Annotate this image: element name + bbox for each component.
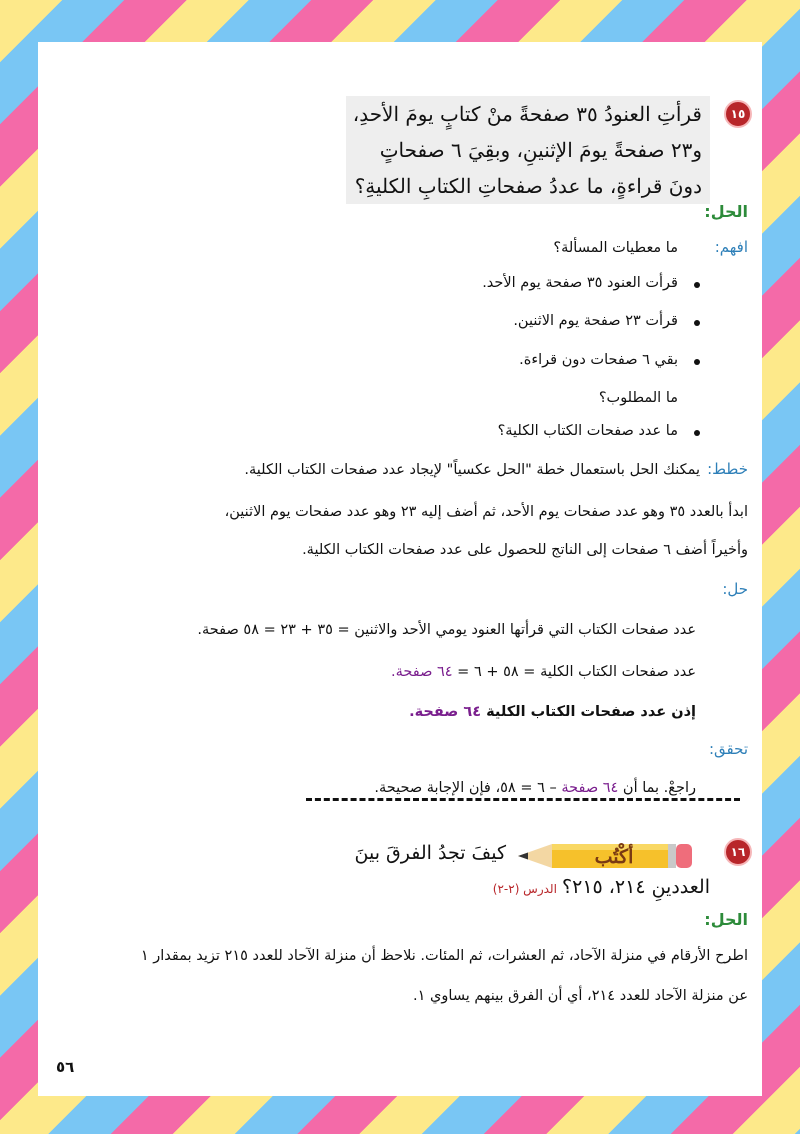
question-16-answer-line-1: اطرح الأرقام في منزلة الآحاد، ثم العشرات، ثم المئات. نلاحظ أن منزلة الآحاد للعدد ٢١٥ تزيد بمقدار ١: [140, 948, 748, 964]
conclusion-answer: ٦٤ صفحة.: [409, 704, 482, 720]
question-15-number: ١٥: [730, 107, 746, 121]
write-label: أكْتُب: [594, 846, 634, 868]
solve-label: حل:: [722, 580, 748, 598]
solve-line-2-prefix: عدد صفحات الكتاب الكلية = ٥٨ + ٦ =: [452, 664, 696, 680]
required-item: ما عدد صفحات الكتاب الكلية؟: [497, 423, 678, 439]
question-15-badge: [724, 100, 752, 128]
givens-question: ما معطيات المسألة؟: [553, 240, 678, 256]
solve-line-1: عدد صفحات الكتاب التي قرأتها العنود يومي الأحد والاثنين = ٣٥ + ٢٣ = ٥٨ صفحة.: [197, 622, 696, 638]
check-suffix: – ٦ = ٥٨، فإن الإجابة صحيحة.: [374, 780, 562, 796]
lesson-reference: الدرس (٢-٢): [492, 882, 557, 896]
given-item-1: قرأت العنود ٣٥ صفحة يوم الأحد.: [482, 275, 678, 291]
solution-heading: الحل:: [704, 202, 748, 221]
plan-line-2: ابدأ بالعدد ٣٥ وهو عدد صفحات يوم الأحد، ثم أضف إليه ٢٣ وهو عدد صفحات يوم الاثنين،: [224, 504, 748, 520]
check-label: تحقق:: [708, 740, 748, 758]
understand-label: افهم:: [714, 238, 748, 256]
plan-line-3: وأخيراً أضف ٦ صفحات إلى الناتج للحصول على عدد صفحات الكتاب الكلية.: [302, 542, 748, 558]
question-16-line-2-row: [493, 876, 710, 898]
plan-label: خطط:: [707, 460, 748, 478]
worksheet-page: [38, 42, 762, 1096]
conclusion: [409, 702, 696, 722]
question-15-line-1: قرأتِ العنودُ ٣٥ صفحةً منْ كتابٍ يومَ الأحدِ،: [352, 102, 702, 126]
solve-line-2: [391, 662, 696, 682]
pencil-write-icon: [518, 840, 694, 872]
question-16-line-1: كيفَ تجدُ الفرقَ بينَ: [354, 842, 506, 864]
question-15-text: [346, 96, 710, 204]
given-item-3: بقي ٦ صفحات دون قراءة.: [519, 352, 678, 368]
question-16-solution-heading: الحل:: [704, 910, 748, 929]
page-number: ٥٦: [56, 1058, 75, 1076]
question-16-line-2: العددينِ ٢١٤، ٢١٥؟: [562, 876, 710, 898]
plan-line-1: يمكنك الحل باستعمال خطة "الحل عكسياً" لإيجاد عدد صفحات الكتاب الكلية.: [244, 462, 700, 478]
check-prefix: راجعْ. بما أن: [618, 780, 696, 796]
conclusion-prefix: إذن عدد صفحات الكتاب الكلية: [481, 704, 696, 720]
section-divider: [306, 798, 740, 801]
question-16-number: ١٦: [730, 845, 746, 859]
question-16-answer-line-2: عن منزلة الآحاد للعدد ٢١٤، أي أن الفرق بينهم يساوي ١.: [413, 988, 748, 1004]
check-answer: ٦٤ صفحة: [561, 780, 619, 796]
question-15-line-2: و٢٣ صفحةً يومَ الإثنينِ، وبقِيَ ٦ صفحاتٍ: [379, 138, 702, 162]
check-line: [374, 778, 696, 798]
required-question: ما المطلوب؟: [598, 390, 678, 406]
question-15-line-3: دونَ قراءةٍ، ما عددُ صفحاتِ الكتابِ الكليةِ؟: [354, 174, 702, 198]
solve-line-2-answer: ٦٤ صفحة.: [391, 664, 453, 680]
given-item-2: قرأت ٢٣ صفحة يوم الاثنين.: [513, 313, 678, 329]
question-16-badge: [724, 838, 752, 866]
